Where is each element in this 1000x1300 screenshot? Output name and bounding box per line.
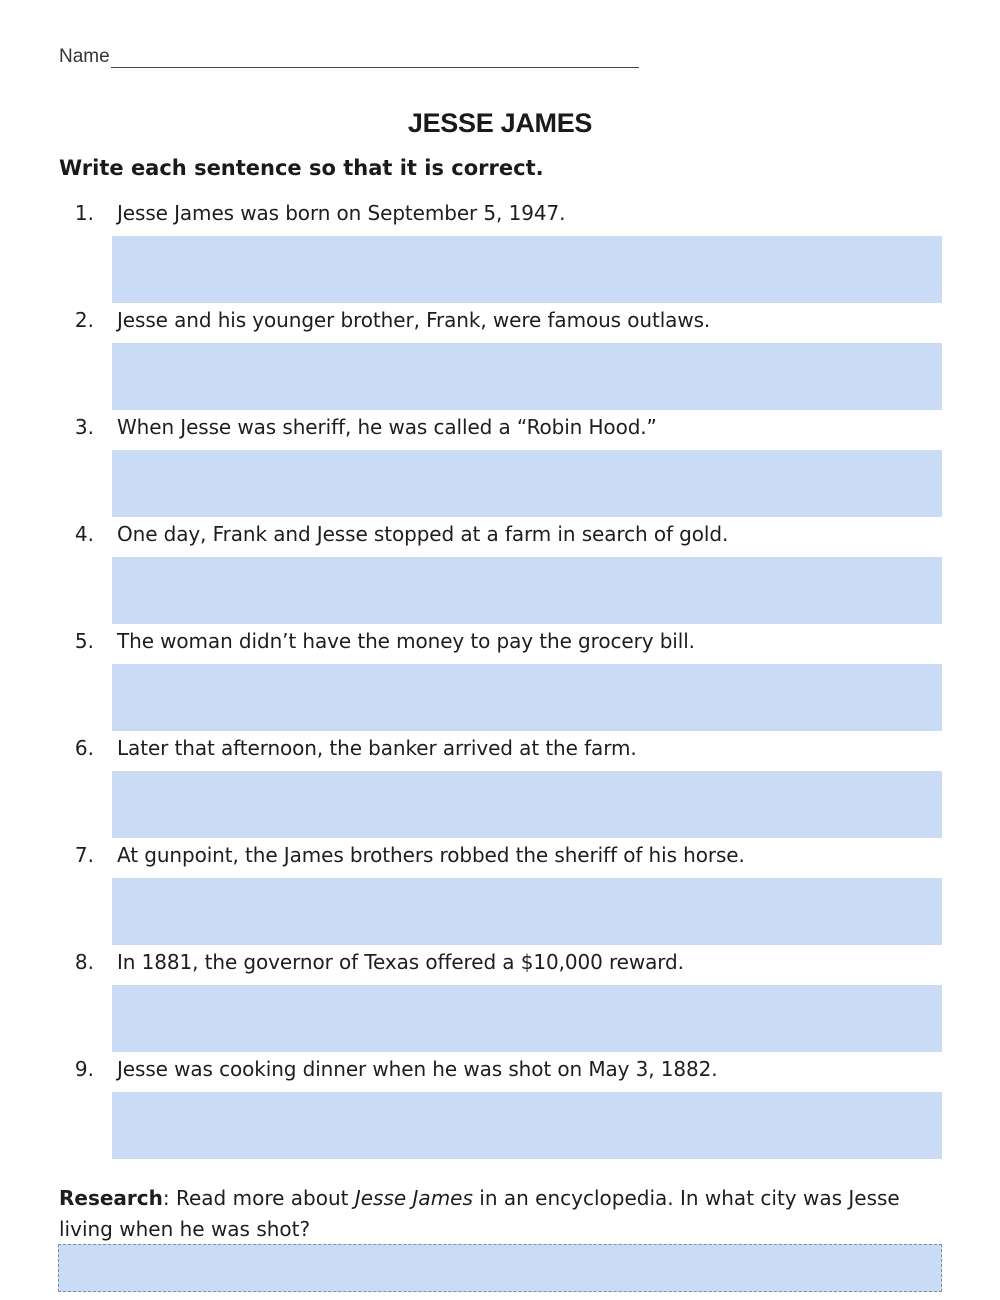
research-label: Research xyxy=(59,1186,163,1210)
answer-field[interactable] xyxy=(112,236,942,303)
list-item xyxy=(0,733,1000,840)
list-item xyxy=(0,519,1000,626)
item-number: 4. xyxy=(74,522,94,546)
item-sentence: In 1881, the governor of Texas offered a $10,000 reward. xyxy=(117,950,684,974)
answer-field[interactable] xyxy=(112,450,942,517)
item-sentence: At gunpoint, the James brothers robbed the sheriff of his horse. xyxy=(117,843,745,867)
item-sentence: Jesse and his younger brother, Frank, were famous outlaws. xyxy=(117,308,711,332)
answer-field[interactable] xyxy=(112,343,942,410)
list-item xyxy=(0,840,1000,947)
answer-field[interactable] xyxy=(112,664,942,731)
research-topic: Jesse James xyxy=(354,1186,473,1210)
sentence-list xyxy=(0,198,1000,1161)
list-item xyxy=(0,198,1000,305)
worksheet-title: JESSE JAMES xyxy=(407,108,593,138)
answer-field[interactable] xyxy=(112,878,942,945)
item-number: 5. xyxy=(74,629,94,653)
item-sentence: When Jesse was sheriff, he was called a “Robin Hood.” xyxy=(117,415,657,439)
instruction: Write each sentence so that it is correct. xyxy=(59,156,544,180)
item-sentence: One day, Frank and Jesse stopped at a farm in search of gold. xyxy=(117,522,729,546)
name-line[interactable] xyxy=(111,47,639,68)
item-number: 3. xyxy=(74,415,94,439)
research-prompt xyxy=(59,1183,949,1245)
item-sentence: Later that afternoon, the banker arrived at the farm. xyxy=(117,736,637,760)
item-number: 9. xyxy=(74,1057,94,1081)
list-item xyxy=(0,1054,1000,1161)
answer-field[interactable] xyxy=(112,557,942,624)
item-number: 6. xyxy=(74,736,94,760)
answer-field[interactable] xyxy=(112,1092,942,1159)
research-text-after: in an encyclopedia. In what city was Jesse living when he was shot? xyxy=(59,1186,900,1241)
item-number: 8. xyxy=(74,950,94,974)
item-number: 2. xyxy=(74,308,94,332)
answer-field[interactable] xyxy=(112,771,942,838)
name-label: Name xyxy=(59,46,110,67)
item-sentence: Jesse James was born on September 5, 1947. xyxy=(117,201,566,225)
name-row xyxy=(59,46,639,68)
list-item xyxy=(0,412,1000,519)
list-item xyxy=(0,947,1000,1054)
research-answer-field[interactable] xyxy=(58,1244,942,1292)
list-item xyxy=(0,305,1000,412)
item-sentence: Jesse was cooking dinner when he was shot on May 3, 1882. xyxy=(117,1057,718,1081)
item-sentence: The woman didn’t have the money to pay the grocery bill. xyxy=(117,629,695,653)
item-number: 7. xyxy=(74,843,94,867)
answer-field[interactable] xyxy=(112,985,942,1052)
research-text-before: : Read more about xyxy=(162,1186,355,1210)
item-number: 1. xyxy=(74,201,94,225)
list-item xyxy=(0,626,1000,733)
